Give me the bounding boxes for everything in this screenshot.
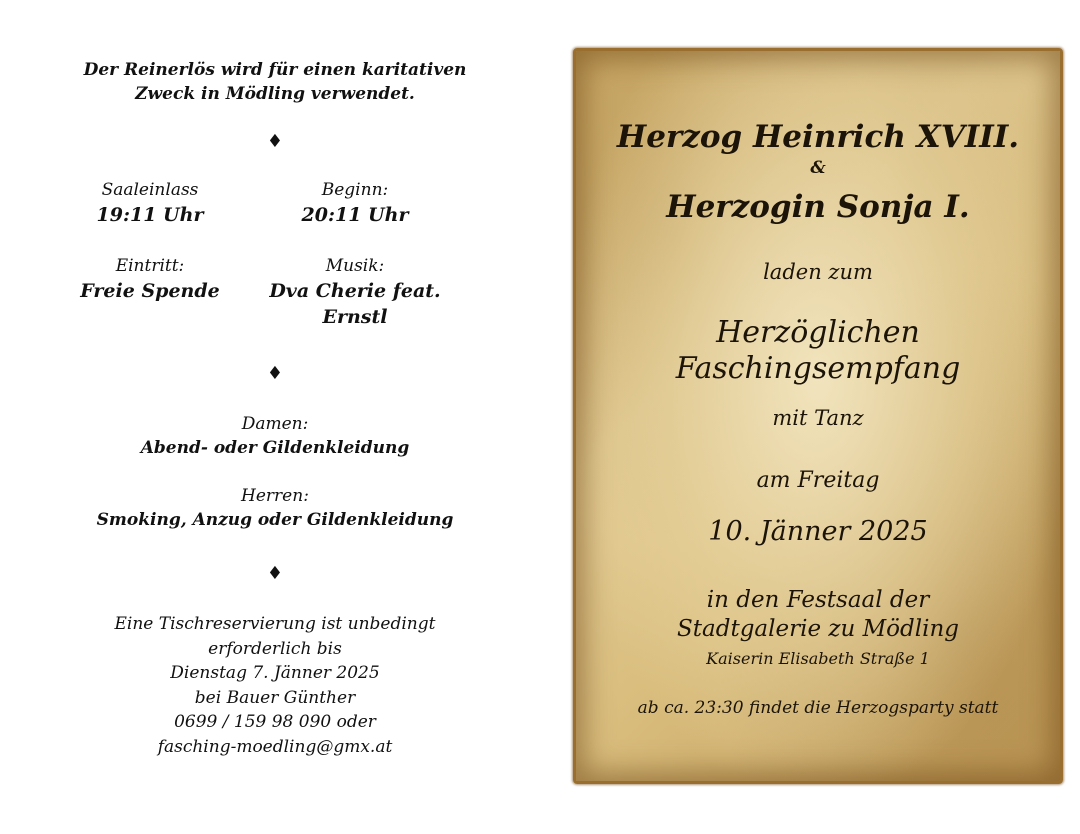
musik-value-line1: Dva Cherie feat. xyxy=(269,280,441,302)
damen-label: Damen: xyxy=(241,414,309,434)
proceeds-note: Der Reinerlös wird für einen karitativen Zweck in Mödling verwendet. xyxy=(83,60,467,104)
beginn-label: Beginn: xyxy=(321,180,389,200)
herren-value: Smoking, Anzug oder Gildenkleidung xyxy=(96,510,454,530)
host-duchess: Herzogin Sonja I. xyxy=(666,189,970,225)
beginn-value: 20:11 Uhr xyxy=(301,204,409,226)
beginn-info xyxy=(255,178,455,228)
ampersand: & xyxy=(810,158,826,178)
eintritt-info xyxy=(50,254,250,304)
damen-value: Abend- oder Gildenkleidung xyxy=(140,438,410,458)
musik-info xyxy=(255,254,455,330)
saaleinlass-value: 19:11 Uhr xyxy=(96,204,204,226)
with-dance: mit Tanz xyxy=(772,406,864,430)
parchment-invitation xyxy=(573,48,1063,784)
invite-line: laden zum xyxy=(763,260,873,284)
herren-dresscode xyxy=(40,484,510,532)
diamond-separator-1: ♦ xyxy=(266,131,284,152)
saaleinlass-label: Saaleinlass xyxy=(101,180,199,200)
host-duke: Herzog Heinrich XVIII. xyxy=(616,119,1020,155)
event-date: 10. Jänner 2025 xyxy=(708,516,928,547)
venue: in den Festsaal der Stadtgalerie zu Mödling xyxy=(677,587,959,642)
info-panel xyxy=(40,50,510,790)
musik-label: Musik: xyxy=(325,256,385,276)
venue-address: Kaiserin Elisabeth Straße 1 xyxy=(706,649,930,668)
eintritt-value: Freie Spende xyxy=(80,280,220,302)
phone-number: 0699 / 159 98 090 oder xyxy=(174,712,376,732)
event-title: Herzöglichen Faschingsempfang xyxy=(675,315,961,386)
party-note: ab ca. 23:30 findet die Herzogsparty statt xyxy=(637,698,999,718)
eintritt-label: Eintritt: xyxy=(115,256,185,276)
event-day: am Freitag xyxy=(756,468,880,493)
saaleinlass-info xyxy=(50,178,250,228)
herren-label: Herren: xyxy=(241,486,309,506)
reservation-info: Eine Tischreservierung ist unbedingt erforderlich bis Dienstag 7. Jänner 2025 bei Bauer Günther 0699 / 159 98 090 oder fasching-moedling@gmx.at xyxy=(40,612,510,759)
diamond-separator-2: ♦ xyxy=(266,363,284,384)
musik-value-line2: Ernstl xyxy=(322,306,388,328)
email-address: fasching-moedling@gmx.at xyxy=(157,736,393,757)
diamond-separator-3: ♦ xyxy=(266,563,284,584)
damen-dresscode xyxy=(40,412,510,460)
